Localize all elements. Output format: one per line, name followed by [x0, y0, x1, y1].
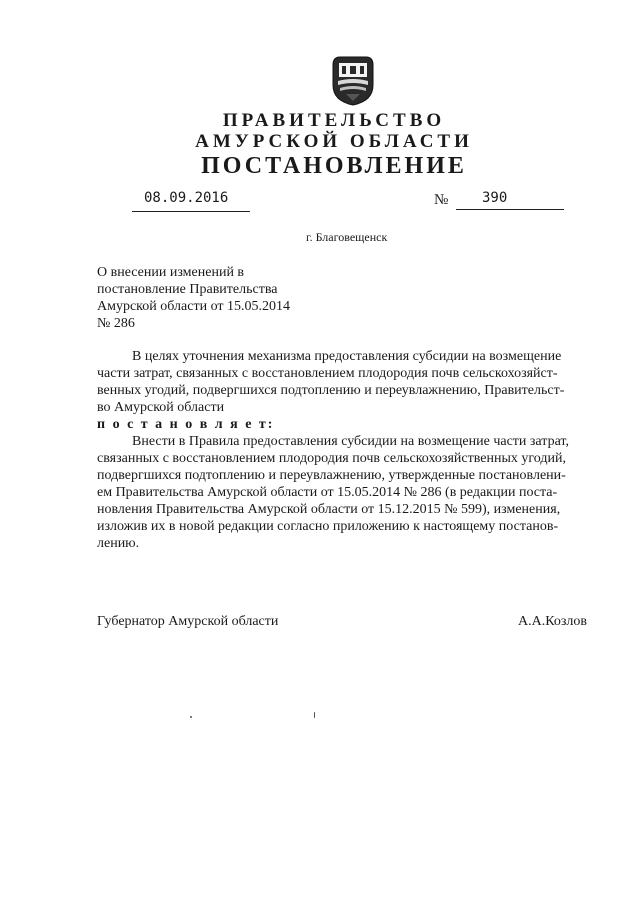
body-line: новления Правительства Амурской области от 15.12.2015 № 599), изменения,: [97, 502, 561, 517]
scan-speck: [314, 712, 315, 718]
body-line: изложив их в новой редакции согласно приложению к настоящему постанов-: [97, 519, 559, 534]
subject-line: Амурской области от 15.05.2014: [97, 299, 290, 314]
signer-title: Губернатор Амурской области: [97, 614, 279, 629]
body-line: В целях уточнения механизма предоставления субсидии на возмещение: [132, 349, 562, 364]
body-line: лению.: [97, 536, 140, 551]
body-line: ем Правительства Амурской области от 15.05.2014 № 286 (в редакции поста-: [97, 485, 558, 500]
decree-word: п о с т а н о в л я е т:: [97, 417, 275, 432]
document-subject: [97, 264, 327, 332]
document-body: [97, 348, 605, 552]
document-type: ПОСТАНОВЛЕНИЕ: [201, 153, 467, 179]
number-underline: [456, 209, 564, 210]
body-line: связанных с восстановлением плодородия почв сельскохозяйственных угодий,: [97, 451, 566, 466]
document-date: 08.09.2016: [144, 190, 229, 206]
body-line: подвергшихся подтоплению и переувлажнению, утвержденные постановлени-: [97, 468, 566, 483]
subject-line: № 286: [97, 316, 135, 331]
subject-line: О внесении изменений в: [97, 265, 245, 280]
date-underline: [132, 211, 250, 212]
org-name-line2: АМУРСКОЙ ОБЛАСТИ: [195, 131, 473, 152]
body-line: венных угодий, подвергшихся подтоплению и переувлажнению, Правительст-: [97, 383, 565, 398]
document-number: 390: [482, 190, 508, 206]
amur-oblast-coat-of-arms-icon: [330, 55, 376, 107]
scan-speck: [190, 716, 192, 718]
org-name-line1: ПРАВИТЕЛЬСТВО: [222, 110, 446, 131]
signer-name: А.А.Козлов: [518, 614, 587, 629]
body-line: Внести в Правила предоставления субсидии на возмещение части затрат,: [132, 434, 569, 449]
number-sign: №: [434, 192, 449, 208]
subject-line: постановление Правительства: [97, 282, 278, 297]
city: г. Благовещенск: [306, 230, 388, 244]
body-line: части затрат, связанных с восстановлением плодородия почв сельскохозяйст-: [97, 366, 558, 381]
body-line: во Амурской области: [97, 400, 225, 415]
